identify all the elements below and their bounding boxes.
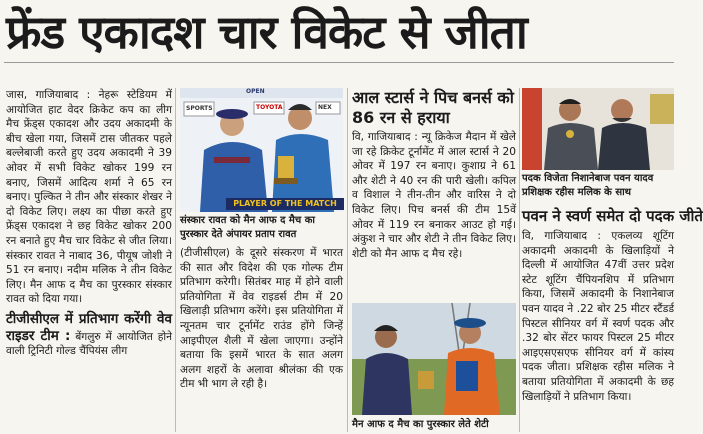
logo-open: OPEN: [246, 88, 265, 95]
headline-rule: [4, 62, 674, 63]
logo-nex: NEX: [318, 104, 332, 111]
article-4-body: वि, गाजियाबाद : एकलव्य शूटिंग अकादमी अकादमी के खिलाड़ियों ने दिल्ली में आयोजित 47वीं उत्तर प्रदेश स्टेट शूटिंग चैंपियनशिप में प्रतिभाग किया, जिसमें अकादमी के निशानेबाज पवन यादव ने .22 बोर 25 मीटर स्टैंडर्ड पिस्टल सीनियर वर्ग में स्वर्ण पदक और .32 बोर सेंटर फायर पिस्टल 25 मीटर आइएसएसएफ सीनियर वर्ग में कांस्य पदक जीता। प्रशिक्षक रहीस मलिक ने बताया प्रतियोगिता में अकादमी के छह खिलाड़ियों ने प्रतिभाग किया।: [522, 230, 674, 403]
column-divider: [175, 88, 176, 432]
headline-pawan: पवन ने स्वर्ण समेत दो पदक जीते: [522, 207, 703, 225]
article-2-body: (टीजीसीएल) के दूसरे संस्करण में भारत की सात और विदेश की एक गोल्फ टीम प्रतिभाग करेगी। सितंबर माह में होने वाली प्रतियोगिता में वेव राइडर्स टीम में 20 खिलाड़ी प्रतिभाग करेंगे। इस प्रतियोगिता में न्यूनतम चार टूर्नामेंट राउंड होंगे जिन्हें आइपीएल शैली में खेला जाएगा। उन्होंने बताया कि इसमें भारत के सात अलग अलग शहरों के अलावा श्रीलंका की एक टीम भी भाग ले रही है।: [180, 247, 343, 391]
article-3-body: वि, गाजियाबाद : न्यू क्रिकेज मैदान में खेले जा रहे क्रिकेट टूर्नामेंट में आल स्टार्स ने 20 ओवर में 197 रन बनाए। कुशाग्र ने 61 और शेटी ने 40 रन की पारी खेली। कपिल व विशाल ने तीन-तीन और वारिस ने दो विकेट लिए। पिच बनर्स की टीम 15वें ओवर में 119 रन बनाकर आउट हो गई। अंकुश ने चार और शेटी ने तीन विकेट लिए। शेटी को मैन आफ द मैच रहे।: [352, 131, 516, 260]
logo-toyota: TOYOTA: [256, 104, 283, 111]
player-of-match-banner: PLAYER OF THE MATCH: [226, 198, 344, 210]
logo-sports: SPORTS: [186, 105, 213, 112]
article-column-2: [180, 246, 343, 432]
article-column-3: [352, 130, 516, 298]
caption-photo-2: मैन आफ द मैच का पुरस्कार लेते शेटी: [352, 419, 489, 430]
subhead-tgcl-text: बेंगलुरु में आयोजित होने वाली ट्रिनिटी गोल्ड चैंपियंस लीग: [6, 330, 173, 358]
caption-photo-1: संस्कार रावत को मैन आफ द मैच का पुरस्कार देते अंपायर प्रताप रावत: [180, 215, 315, 240]
article-column-1: [6, 88, 172, 432]
headline-all-stars: आल स्टार्स ने पिच बनर्स को 86 रन से हराया: [352, 88, 514, 127]
photo-award-shetty-art: [352, 303, 516, 415]
article-column-4: [522, 229, 674, 432]
caption-photo-3: पदक विजेता निशानेबाज पवन यादव प्रशिक्षक रहीस मलिक के साथ: [522, 173, 654, 198]
photo-shooter-pawan: [522, 88, 674, 170]
column-divider-3: [519, 88, 520, 432]
photo-player-of-match: [180, 88, 343, 212]
photo-shooter-pawan-art: [522, 88, 674, 170]
photo-award-shetty: [352, 303, 516, 415]
subhead-tgcl: टीजीसीएल में प्रतिभाग करेंगी वेव राइडर टीम :: [6, 310, 172, 344]
article-1-body: जास, गाजियाबाद : नेहरू स्टेडियम में आयोजित हाट वेदर क्रिकेट कप का लीग मैच फ्रेंड्स एकादश और उदय अकादमी के बीच खेला गया, जिसमें टास जीतकर पहले बल्लेबाजी करते हुए उदय अकादमी ने 39 ओवर में सभी विकेट खोकर 199 रन बनाए, जिसमें आदित्य शर्मा ने 65 रन बनाए। पुल्कित ने तीन और संस्कार शेखर ने दो विकेट लिए। लक्ष्य का पीछा करते हुए फ्रेंड्स एकादश ने छह विकेट खोकर 200 रन बनाते हुए मैच चार विकेट से जीत लिया। संस्कार रावत ने नाबाद 36, पीयूष जोशी ने 51 रन बनाए। नदीम मलिक ने तीन विकेट लिए। मैन आफ द मैच का पुरस्कार संस्कार रावत को दिया गया।: [6, 89, 172, 306]
column-divider-2: [347, 88, 348, 432]
main-headline: फ्रेंड एकादश चार विकेट से जीता: [6, 5, 527, 59]
